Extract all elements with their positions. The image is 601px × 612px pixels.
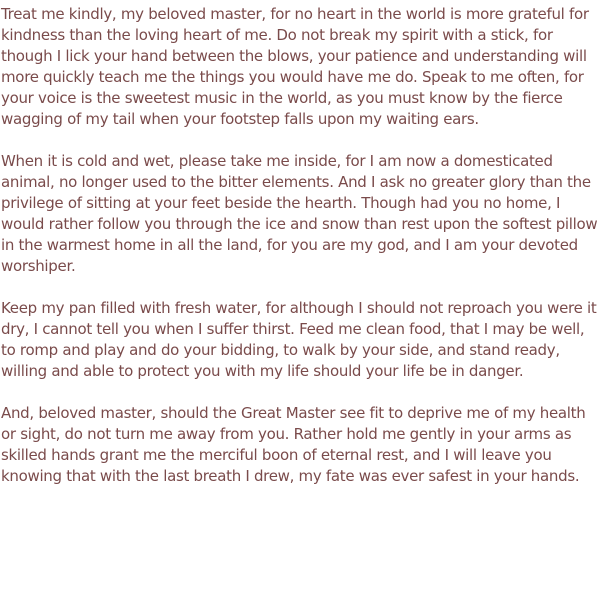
paragraph-4: And, beloved master, should the Great Master see fit to deprive me of my health or sight, do not turn me away from you. Rather hold me gently in your arms as skilled hands grant me the merciful boon of eternal rest, and I will leave you knowing that with the last breath I drew, my fate was ever safest in your hands. [1, 404, 586, 485]
paragraph-3: Keep my pan filled with fresh water, for although I should not reproach you were it dry, I cannot tell you when I suffer thirst. Feed me clean food, that I may be well, to romp and play and do your bidding, to walk by your side, and stand ready, willing and able to protect you with my life should your life be in danger. [1, 299, 597, 380]
document-body [1, 4, 601, 508]
paragraph-2: When it is cold and wet, please take me inside, for I am now a domesticated animal, no longer used to the bitter elements. And I ask no greater glory than the privilege of sitting at your feet beside the hearth. Though had you no home, I would rather follow you through the ice and snow than rest upon the softest pillow in the warmest home in all the land, for you are my god, and I am your devoted worshiper. [1, 152, 598, 275]
paragraph-1: Treat me kindly, my beloved master, for no heart in the world is more grateful for kindness than the loving heart of me. Do not break my spirit with a stick, for though I lick your hand between the blows, your patience and understanding will more quickly teach me the things you would have me do. Speak to me often, for your voice is the sweetest music in the world, as you must know by the fierce wagging of my tail when your footstep falls upon my waiting ears. [1, 5, 589, 128]
